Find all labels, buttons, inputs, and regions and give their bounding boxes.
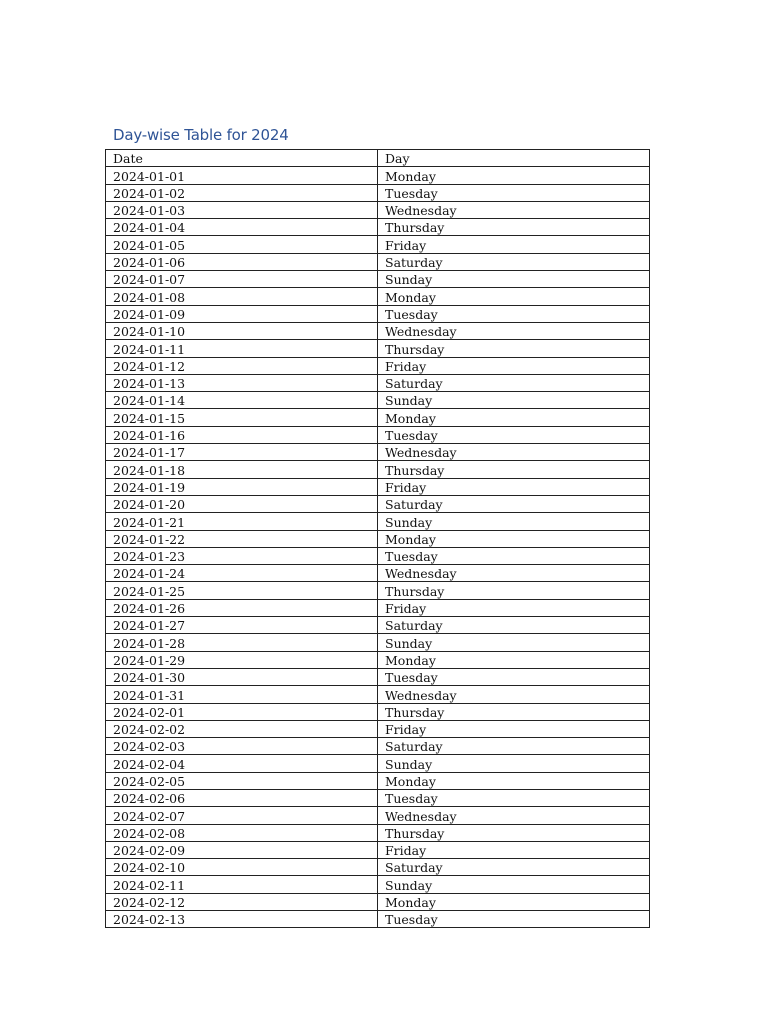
table-header-row — [106, 150, 650, 167]
date-cell: 2024-01-02 — [106, 184, 378, 201]
date-cell: 2024-01-13 — [106, 374, 378, 391]
table-row — [106, 478, 650, 495]
day-cell: Tuesday — [378, 305, 650, 322]
table-row — [106, 444, 650, 461]
table-heading: Day-wise Table for 2024 — [113, 126, 289, 144]
date-cell: 2024-01-15 — [106, 409, 378, 426]
day-cell: Friday — [378, 599, 650, 616]
day-cell: Tuesday — [378, 184, 650, 201]
date-cell: 2024-01-18 — [106, 461, 378, 478]
date-cell: 2024-01-09 — [106, 305, 378, 322]
date-cell: 2024-01-12 — [106, 357, 378, 374]
table-row — [106, 772, 650, 789]
table-row — [106, 876, 650, 893]
table-row — [106, 340, 650, 357]
table-row — [106, 824, 650, 841]
day-cell: Tuesday — [378, 426, 650, 443]
day-cell: Monday — [378, 530, 650, 547]
day-cell: Saturday — [378, 859, 650, 876]
day-cell: Tuesday — [378, 668, 650, 685]
date-cell: 2024-01-04 — [106, 219, 378, 236]
table-row — [106, 288, 650, 305]
column-header-day: Day — [378, 150, 650, 167]
day-cell: Sunday — [378, 513, 650, 530]
date-cell: 2024-01-03 — [106, 201, 378, 218]
table-row — [106, 219, 650, 236]
date-cell: 2024-01-27 — [106, 617, 378, 634]
date-cell: 2024-02-13 — [106, 911, 378, 928]
date-cell: 2024-01-29 — [106, 651, 378, 668]
table-row — [106, 859, 650, 876]
day-cell: Friday — [378, 841, 650, 858]
date-cell: 2024-01-16 — [106, 426, 378, 443]
table-row — [106, 582, 650, 599]
table-row — [106, 184, 650, 201]
day-cell: Monday — [378, 772, 650, 789]
date-cell: 2024-02-01 — [106, 703, 378, 720]
day-cell: Friday — [378, 720, 650, 737]
day-cell: Sunday — [378, 392, 650, 409]
table-row — [106, 789, 650, 806]
day-wise-table — [105, 149, 650, 928]
table-row — [106, 686, 650, 703]
table-row — [106, 755, 650, 772]
table-row — [106, 599, 650, 616]
date-cell: 2024-01-08 — [106, 288, 378, 305]
date-cell: 2024-02-09 — [106, 841, 378, 858]
date-cell: 2024-02-07 — [106, 807, 378, 824]
table-row — [106, 357, 650, 374]
table-row — [106, 305, 650, 322]
day-cell: Wednesday — [378, 201, 650, 218]
date-cell: 2024-01-14 — [106, 392, 378, 409]
table-row — [106, 374, 650, 391]
table-row — [106, 530, 650, 547]
date-cell: 2024-02-08 — [106, 824, 378, 841]
table-row — [106, 893, 650, 910]
date-cell: 2024-01-17 — [106, 444, 378, 461]
date-cell: 2024-02-03 — [106, 738, 378, 755]
table-row — [106, 409, 650, 426]
date-cell: 2024-01-06 — [106, 253, 378, 270]
table-row — [106, 495, 650, 512]
day-cell: Thursday — [378, 340, 650, 357]
day-cell: Wednesday — [378, 807, 650, 824]
date-cell: 2024-01-11 — [106, 340, 378, 357]
table-row — [106, 547, 650, 564]
day-cell: Wednesday — [378, 565, 650, 582]
table-row — [106, 201, 650, 218]
table-row — [106, 617, 650, 634]
table-row — [106, 703, 650, 720]
date-cell: 2024-01-07 — [106, 271, 378, 288]
day-cell: Wednesday — [378, 444, 650, 461]
day-cell: Thursday — [378, 461, 650, 478]
date-cell: 2024-02-04 — [106, 755, 378, 772]
day-cell: Monday — [378, 288, 650, 305]
table-row — [106, 167, 650, 184]
day-cell: Sunday — [378, 271, 650, 288]
day-cell: Friday — [378, 236, 650, 253]
day-cell: Monday — [378, 893, 650, 910]
date-cell: 2024-01-28 — [106, 634, 378, 651]
date-cell: 2024-02-11 — [106, 876, 378, 893]
day-cell: Sunday — [378, 755, 650, 772]
day-cell: Friday — [378, 478, 650, 495]
day-cell: Monday — [378, 651, 650, 668]
date-cell: 2024-02-05 — [106, 772, 378, 789]
date-cell: 2024-01-30 — [106, 668, 378, 685]
table-row — [106, 720, 650, 737]
day-cell: Tuesday — [378, 789, 650, 806]
table-row — [106, 392, 650, 409]
day-cell: Sunday — [378, 634, 650, 651]
day-cell: Tuesday — [378, 911, 650, 928]
table-row — [106, 322, 650, 339]
table-row — [106, 271, 650, 288]
date-cell: 2024-01-31 — [106, 686, 378, 703]
day-cell: Sunday — [378, 876, 650, 893]
date-cell: 2024-02-02 — [106, 720, 378, 737]
date-cell: 2024-01-23 — [106, 547, 378, 564]
date-cell: 2024-01-26 — [106, 599, 378, 616]
table-row — [106, 807, 650, 824]
day-cell: Monday — [378, 409, 650, 426]
day-cell: Saturday — [378, 374, 650, 391]
date-cell: 2024-01-21 — [106, 513, 378, 530]
date-cell: 2024-02-10 — [106, 859, 378, 876]
date-cell: 2024-02-06 — [106, 789, 378, 806]
day-cell: Saturday — [378, 253, 650, 270]
date-cell: 2024-01-19 — [106, 478, 378, 495]
date-cell: 2024-01-05 — [106, 236, 378, 253]
date-cell: 2024-02-12 — [106, 893, 378, 910]
table-row — [106, 513, 650, 530]
day-cell: Thursday — [378, 703, 650, 720]
table-row — [106, 565, 650, 582]
date-cell: 2024-01-10 — [106, 322, 378, 339]
date-cell: 2024-01-20 — [106, 495, 378, 512]
table-row — [106, 651, 650, 668]
table-row — [106, 253, 650, 270]
date-cell: 2024-01-22 — [106, 530, 378, 547]
table-row — [106, 426, 650, 443]
column-header-date: Date — [106, 150, 378, 167]
day-cell: Monday — [378, 167, 650, 184]
table-row — [106, 668, 650, 685]
table-row — [106, 634, 650, 651]
table-body — [106, 167, 650, 928]
table-row — [106, 738, 650, 755]
day-cell: Tuesday — [378, 547, 650, 564]
day-cell: Wednesday — [378, 322, 650, 339]
day-cell: Wednesday — [378, 686, 650, 703]
day-cell: Thursday — [378, 824, 650, 841]
day-cell: Thursday — [378, 582, 650, 599]
day-cell: Saturday — [378, 495, 650, 512]
day-cell: Saturday — [378, 738, 650, 755]
table-row — [106, 911, 650, 928]
day-cell: Saturday — [378, 617, 650, 634]
table-row — [106, 841, 650, 858]
day-cell: Thursday — [378, 219, 650, 236]
date-cell: 2024-01-24 — [106, 565, 378, 582]
date-cell: 2024-01-01 — [106, 167, 378, 184]
day-cell: Friday — [378, 357, 650, 374]
date-cell: 2024-01-25 — [106, 582, 378, 599]
table-row — [106, 236, 650, 253]
table-row — [106, 461, 650, 478]
